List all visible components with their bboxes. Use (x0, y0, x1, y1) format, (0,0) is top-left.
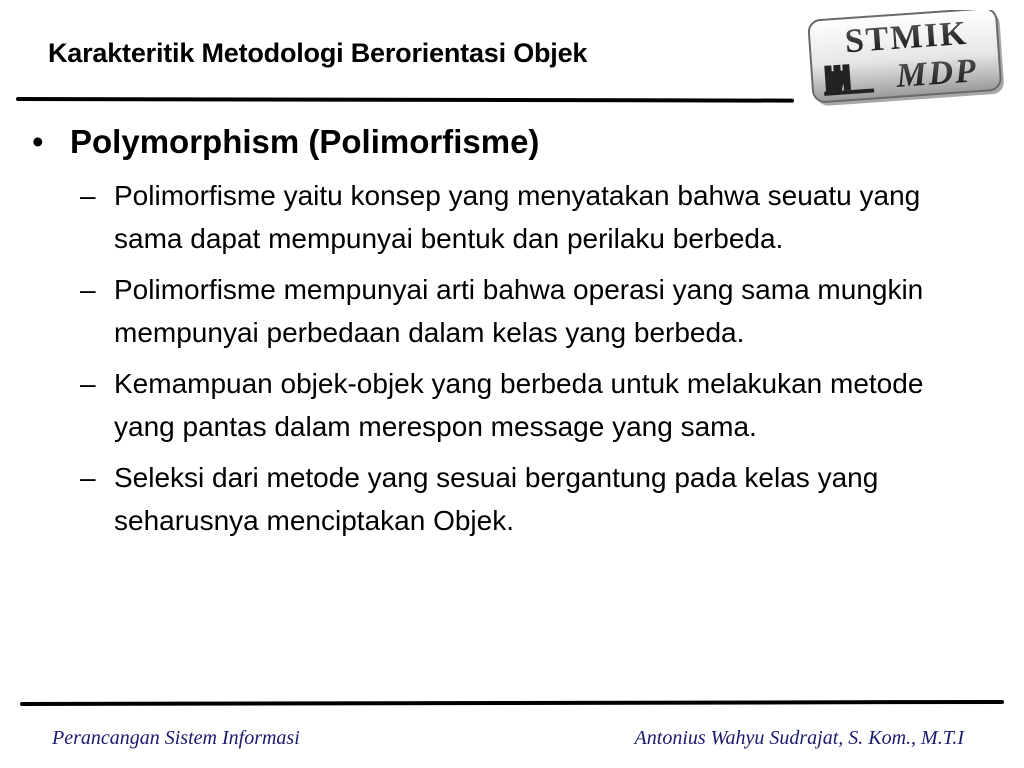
dash-glyph: – (80, 462, 96, 493)
footer-course: Perancangan Sistem Informasi (52, 727, 300, 749)
footer-divider (20, 700, 1004, 706)
sub-bullet (30, 362, 954, 448)
sub-bullet-list (30, 174, 990, 542)
dash-glyph: – (80, 274, 96, 305)
slide-content (30, 120, 990, 550)
logo-line1: STMIK (843, 14, 970, 61)
stmik-mdp-logo (808, 10, 1008, 108)
sub-bullet (30, 456, 954, 542)
sub-bullet (30, 268, 954, 354)
dash-glyph: – (80, 368, 96, 399)
bullet-glyph: • (32, 123, 44, 160)
title-divider (16, 97, 794, 103)
sub-bullet-text: Seleksi dari metode yang sesuai bergantung pada kelas yang seharusnya menciptakan Objek. (114, 462, 879, 536)
slide-title: Karakteritik Metodologi Berorientasi Objek (48, 38, 588, 68)
footer-author: Antonius Wahyu Sudrajat, S. Kom., M.T.I (634, 727, 964, 749)
sub-bullet-text: Polimorfisme yaitu konsep yang menyatakan bahwa seuatu yang sama dapat mempunyai bentuk dan perilaku berbeda. (114, 180, 921, 254)
main-bullet-text: Polymorphism (Polimorfisme) (70, 123, 540, 160)
sub-bullet-text: Kemampuan objek-objek yang berbeda untuk melakukan metode yang pantas dalam merespon message yang sama. (114, 368, 924, 442)
main-bullet (30, 120, 990, 164)
dash-glyph: – (80, 180, 96, 211)
sub-bullet (30, 174, 954, 260)
sub-bullet-text: Polimorfisme mempunyai arti bahwa operasi yang sama mungkin mempunyai perbedaan dalam kelas yang berbeda. (114, 274, 924, 348)
logo-line2: MDP (895, 52, 980, 95)
